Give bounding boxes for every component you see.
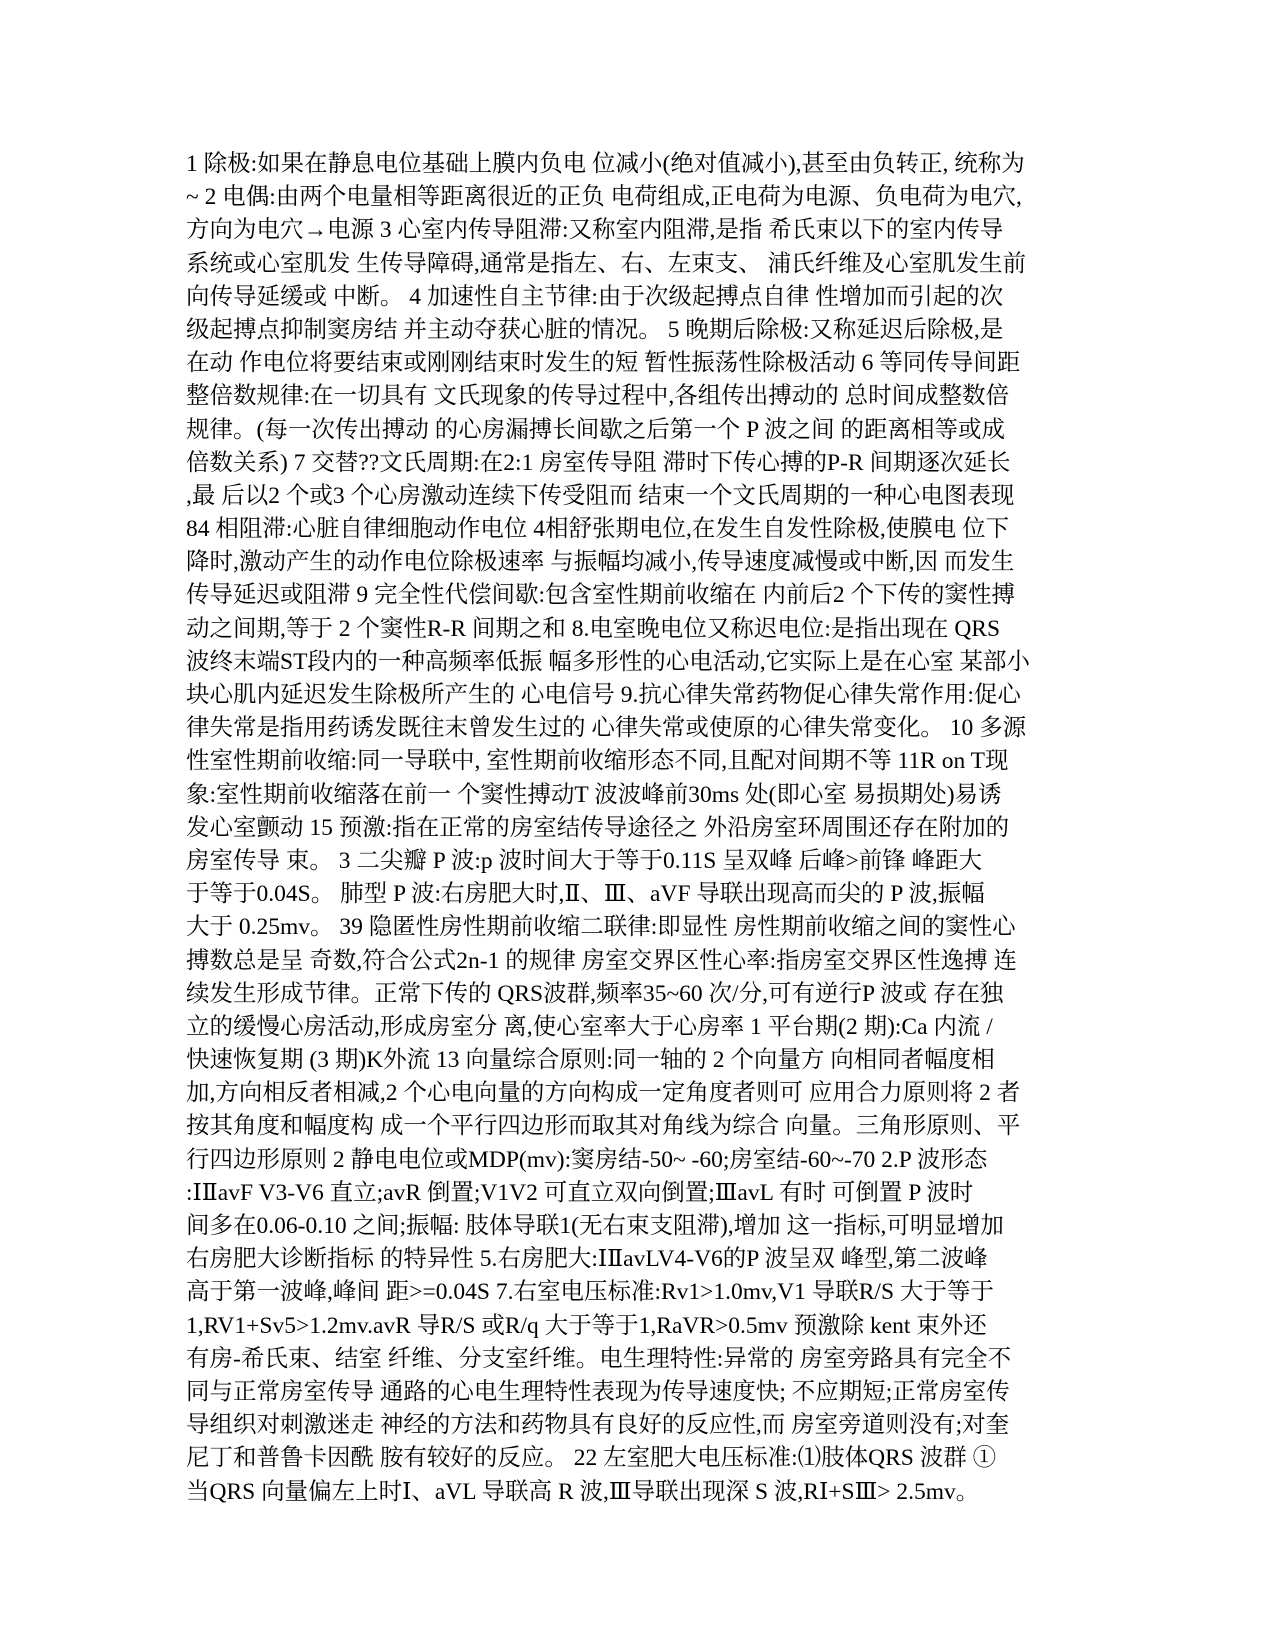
text-line: 尼丁和普鲁卡因酰 胺有较好的反应。 22 左室肥大电压标准:⑴肢体QRS 波群 ① bbox=[186, 1445, 997, 1472]
text-line: 1,RV1+Sv5>1.2mv.avR 导R/S 或R/q 大于等于1,RaVR>0.5mv 预激除 kent 束外还 bbox=[186, 1312, 987, 1339]
text-line: 房室传导 束。 3 二尖瓣 P 波:p 波时间大于等于0.11S 呈双峰 后峰>前锋 峰距大 bbox=[186, 847, 983, 874]
text-line: 传导延迟或阻滞 9 完全性代偿间歇:包含室性期前收缩在 内前后2 个下传的窦性搏 bbox=[186, 582, 1016, 609]
text-line: 象:室性期前收缩落在前一 个窦性搏动T 波波峰前30ms 处(即心室 易损期处)易诱 bbox=[186, 781, 1002, 808]
text-line: 级起搏点抑制窦房结 并主动夺获心脏的情况。 5 晚期后除极:又称延迟后除极,是 bbox=[186, 316, 1004, 343]
text-line: 同与正常房室传导 通路的心电生理特性表现为传导速度快; 不应期短;正常房室传 bbox=[186, 1378, 1010, 1405]
text-line: 有房-希氏束、结室 纤维、分支室纤维。电生理特性:异常的 房室旁路具有完全不 bbox=[186, 1345, 1012, 1372]
text-line: 行四边形原则 2 静电电位或MDP(mv):窦房结-50~ -60;房室结-60~-70 2.P 波形态 bbox=[186, 1146, 988, 1173]
text-line: 整倍数规律:在一切具有 文氏现象的传导过程中,各组传出搏动的 总时间成整数倍 bbox=[186, 383, 1010, 410]
text-line: 发心室颤动 15 预激:指在正常的房室结传导途径之 外沿房室环周围还存在附加的 bbox=[186, 814, 1010, 841]
text-line: 高于第一波峰,峰间 距>=0.04S 7.右室电压标准:Rv1>1.0mv,V1 导联R/S 大于等于 bbox=[186, 1279, 994, 1306]
text-line: 大于 0.25mv。 39 隐匿性房性期前收缩二联律:即显性 房性期前收缩之间的窦性心 bbox=[186, 914, 1016, 941]
text-line: 在动 作电位将要结束或刚刚结束时发生的短 暂性振荡性除极活动 6 等同传导间距 bbox=[186, 350, 1021, 377]
text-line: 向传导延缓或 中断。 4 加速性自主节律:由于次级起搏点自律 性增加而引起的次 bbox=[186, 283, 1004, 310]
text-line: 搏数总是呈 奇数,符合公式2n-1 的规律 房室交界区性心率:指房室交界区性逸搏 连 bbox=[186, 947, 1017, 974]
text-line: 降时,激动产生的动作电位除极速率 与振幅均减小,传导速度减慢或中断,因 而发生 bbox=[186, 549, 1015, 576]
body-text bbox=[186, 148, 1086, 1509]
text-line: ~ 2 电偶:由两个电量相等距离很近的正负 电荷组成,正电荷为电源、负电荷为电穴, bbox=[186, 184, 1022, 211]
text-line: 立的缓慢心房活动,形成房室分 离,使心室率大于心房率 1 平台期(2 期):Ca 内流 / bbox=[186, 1013, 993, 1040]
text-line: 84 相阻滞:心脏自律细胞动作电位 4相舒张期电位,在发生自发性除极,使膜电 位下 bbox=[186, 516, 1010, 543]
text-line: 规律。(每一次传出搏动 的心房漏搏长间歇之后第一个 P 波之间 的距离相等或成 bbox=[186, 416, 1006, 443]
text-line: :ⅠⅡavF V3-V6 直立;avR 倒置;V1V2 可直立双向倒置;ⅢavL 有时 可倒置 P 波时 bbox=[186, 1179, 974, 1206]
text-line: 按其角度和幅度构 成一个平行四边形而取其对角线为综合 向量。三角形原则、平 bbox=[186, 1113, 1021, 1140]
text-line: 导组织对刺激迷走 神经的方法和药物具有良好的反应性,而 房室旁道则没有;对奎 bbox=[186, 1412, 1010, 1439]
text-line: ,最 后以2 个或3 个心房激动连续下传受阻而 结束一个文氏周期的一种心电图表现 bbox=[186, 482, 1015, 509]
text-line: 倍数关系) 7 交替??文氏周期:在2:1 房室传导阻 滞时下传心搏的P-R 间期逐次延长 bbox=[186, 449, 1011, 476]
text-line: 1 除极:如果在静息电位基础上膜内负电 位减小(绝对值减小),甚至由负转正, 统称为 bbox=[186, 151, 1025, 177]
text-line: 性室性期前收缩:同一导联中, 室性期前收缩形态不同,且配对间期不等 11R on T现 bbox=[186, 748, 1009, 775]
text-line: 间多在0.06-0.10 之间;振幅: 肢体导联1(无右束支阻滞),增加 这一指标,可明显增加 bbox=[186, 1213, 1004, 1239]
text-line: 动之间期,等于 2 个窦性R-R 间期之和 8.电室晚电位又称迟电位:是指出现在 QRS bbox=[186, 615, 1001, 642]
text-line: 方向为电穴→电源 3 心室内传导阻滞:又称室内阻滞,是指 希氏束以下的室内传导 bbox=[186, 217, 1004, 244]
text-line: 于等于0.04S。 肺型 P 波:右房肥大时,Ⅱ、Ⅲ、aVF 导联出现高而尖的 P 波,振幅 bbox=[186, 881, 985, 908]
text-line: 块心肌内延迟发生除极所产生的 心电信号 9.抗心律失常药物促心律失常作用:促心 bbox=[186, 682, 1021, 708]
text-line: 波终末端ST段内的一种高频率低振 幅多形性的心电活动,它实际上是在心室 某部小 bbox=[186, 648, 1031, 675]
text-line: 加,方向相反者相减,2 个心电向量的方向构成一定角度者则可 应用合力原则将 2 者 bbox=[186, 1080, 1021, 1107]
text-line: 快速恢复期 (3 期)K外流 13 向量综合原则:同一轴的 2 个向量方 向相同者幅度相 bbox=[186, 1047, 995, 1074]
text-line: 右房肥大诊断指标 的特异性 5.右房肥大:ⅠⅡavLV4-V6的P 波呈双 峰型,第二波峰 bbox=[186, 1246, 988, 1273]
text-line: 律失常是指用药诱发既往末曾发生过的 心律失常或使原的心律失常变化。 10 多源 bbox=[186, 715, 1027, 742]
text-line: 续发生形成节律。正常下传的 QRS波群,频率35~60 次/分,可有逆行P 波或 存在独 bbox=[186, 980, 1004, 1007]
text-line: 当QRS 向量偏左上时Ⅰ、aVL 导联高 R 波,Ⅲ导联出现深 S 波,RⅠ+SⅢ> 2.5mv。 bbox=[186, 1478, 980, 1505]
text-line: 系统或心室肌发 生传导障碍,通常是指左、右、左束支、 浦氏纤维及心室肌发生前 bbox=[186, 250, 1027, 277]
